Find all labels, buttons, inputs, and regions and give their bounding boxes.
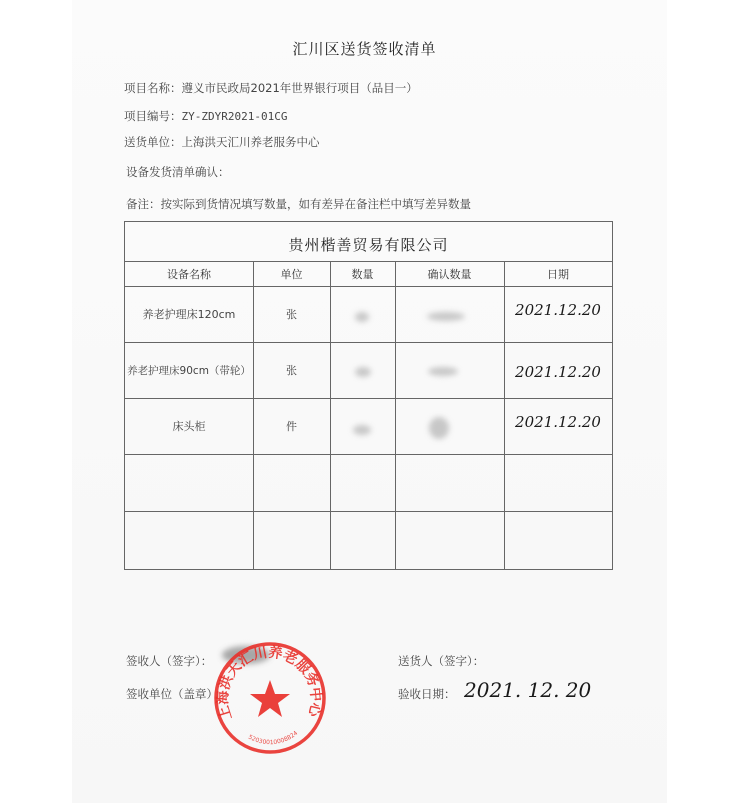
header-equipment-name: 设备名称 bbox=[167, 267, 211, 281]
project-name-label: 项目名称： bbox=[124, 81, 182, 95]
acceptance-date-label: 验收日期： bbox=[398, 687, 456, 701]
row-3-unit: 件 bbox=[286, 420, 297, 433]
supplier-field bbox=[124, 134, 320, 150]
svg-text:上海洪天汇川养老服务中心: 上海洪天汇川养老服务中心 bbox=[215, 644, 324, 722]
star-icon bbox=[250, 680, 290, 717]
receiver-label: 签收人（签字）： bbox=[126, 654, 213, 668]
row-2-confirmed-redacted bbox=[428, 367, 458, 376]
receiving-unit-label: 签收单位（盖章） bbox=[126, 687, 218, 701]
note-label: 备注： bbox=[126, 197, 161, 211]
table-divider bbox=[395, 261, 396, 570]
row-3-date: 2021.12.20 bbox=[515, 413, 601, 431]
row-1-confirmed-redacted bbox=[427, 312, 465, 321]
project-name-field bbox=[124, 80, 418, 96]
row-1-date: 2021.12.20 bbox=[515, 301, 601, 319]
header-unit: 单位 bbox=[280, 267, 303, 281]
note-field bbox=[126, 196, 471, 212]
header-date: 日期 bbox=[547, 267, 569, 281]
row-2-unit: 张 bbox=[286, 364, 297, 377]
row-1-qty-redacted bbox=[355, 312, 369, 322]
stamp-seal-icon bbox=[212, 640, 328, 756]
table-divider bbox=[330, 261, 331, 570]
row-3-name: 床头柜 bbox=[172, 420, 206, 433]
row-3-confirmed-redacted bbox=[429, 417, 449, 439]
row-4-name bbox=[125, 454, 253, 511]
supplier-value: 上海洪天汇川养老服务中心 bbox=[181, 135, 320, 149]
header-quantity: 数量 bbox=[351, 267, 374, 281]
svg-text:52030010008824: 52030010008824 bbox=[246, 729, 300, 747]
confirm-label: 设备发货清单确认： bbox=[126, 165, 230, 179]
row-2-qty-redacted bbox=[355, 367, 371, 377]
delivery-table bbox=[124, 221, 613, 570]
project-name-value: 遵义市民政局2021年世界银行项目（品目一） bbox=[181, 81, 418, 95]
official-stamp bbox=[212, 640, 328, 756]
company-name: 贵州楷善贸易有限公司 bbox=[288, 236, 449, 254]
row-3-qty-redacted bbox=[353, 425, 371, 435]
row-2-date: 2021.12.20 bbox=[515, 363, 601, 381]
document-title: 汇川区送货签收清单 bbox=[292, 40, 437, 58]
project-code-label: 项目编号： bbox=[124, 109, 182, 123]
supplier-label: 送货单位： bbox=[124, 135, 182, 149]
row-1-name: 养老护理床120cm bbox=[142, 308, 236, 321]
row-5-name bbox=[125, 511, 253, 569]
note-value: 按实际到货情况填写数量，如有差异在备注栏中填写差异数量 bbox=[160, 197, 471, 211]
row-2-name: 养老护理床90cm（带轮） bbox=[127, 364, 251, 377]
project-code-field bbox=[124, 108, 287, 124]
acceptance-date-value: 2021. 12. 20 bbox=[464, 678, 592, 702]
deliverer-label: 送货人（签字）： bbox=[398, 654, 485, 668]
project-code-value: ZY-ZDYR2021-01CG bbox=[181, 110, 288, 123]
row-1-unit: 张 bbox=[286, 308, 297, 321]
header-confirmed-quantity: 确认数量 bbox=[427, 267, 472, 281]
